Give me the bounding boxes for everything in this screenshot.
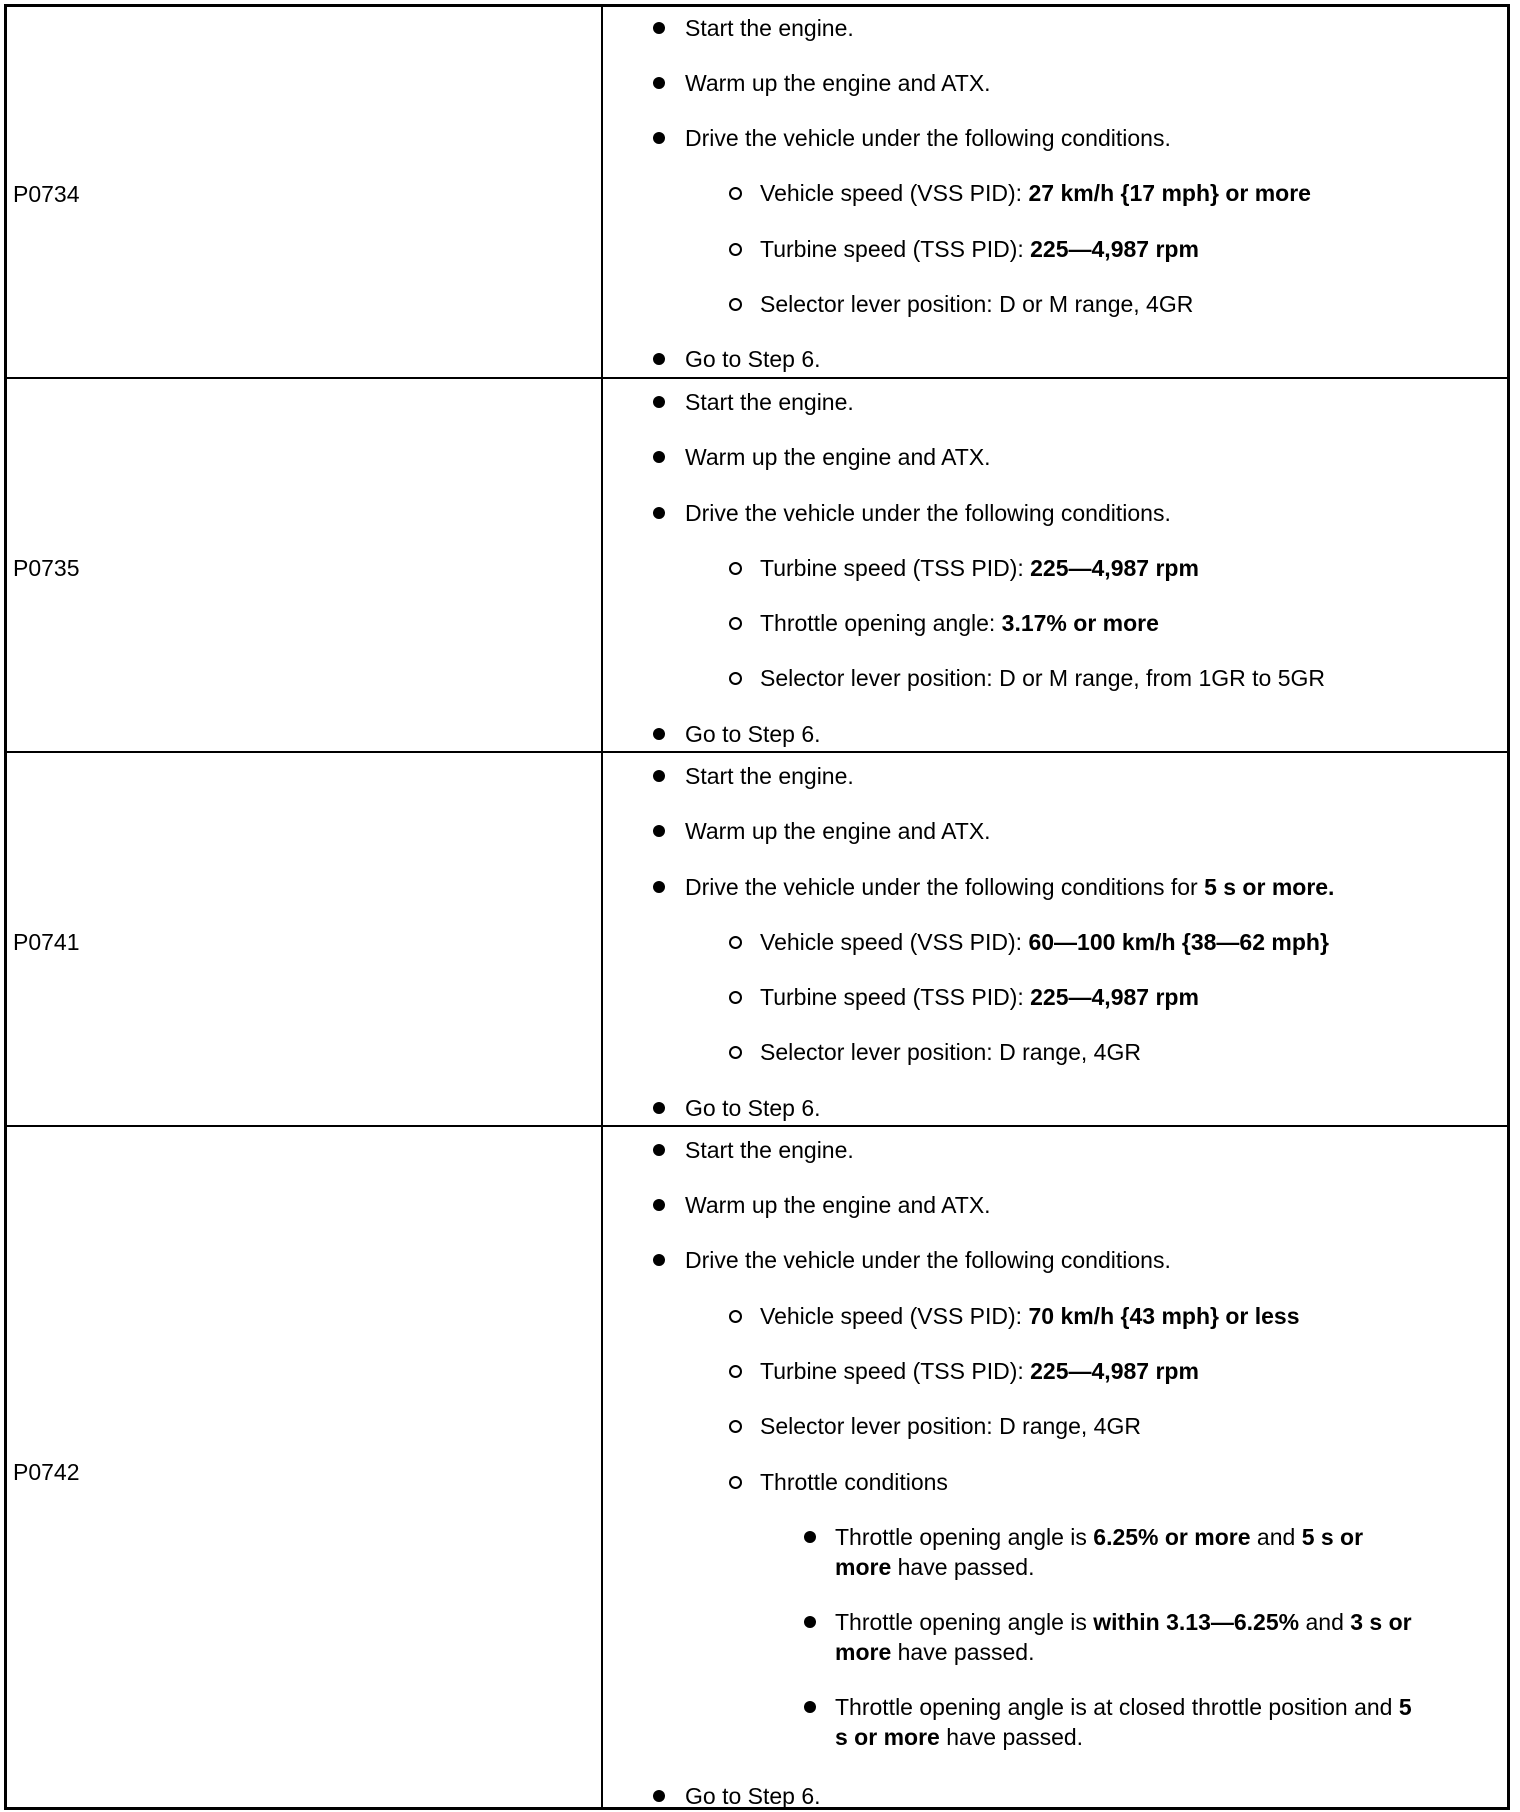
item-text: Warm up the engine and ATX.: [685, 1192, 991, 1218]
bullet-dot-icon: [653, 1790, 665, 1802]
item-text: Go to Step 6.: [685, 1783, 821, 1809]
step-item: [685, 344, 821, 374]
bullet-dot-icon: [653, 507, 665, 519]
sub-bullet-circle-icon: [729, 187, 742, 200]
row-divider: [4, 751, 1510, 753]
step-item: [685, 1093, 821, 1123]
step-item: [685, 442, 991, 472]
item-text: Start the engine.: [685, 389, 854, 415]
condition-item: [760, 982, 1199, 1012]
row-divider: [4, 1125, 1510, 1127]
item-text: Go to Step 6.: [685, 721, 821, 747]
item-text: Warm up the engine and ATX.: [685, 818, 991, 844]
step-item: [685, 498, 1171, 528]
item-text: Start the engine.: [685, 763, 854, 789]
step-item: [685, 123, 1171, 153]
bullet-dot-icon: [653, 132, 665, 144]
value-text: 3.17% or more: [1001, 610, 1159, 636]
sub-bullet-circle-icon: [729, 1310, 742, 1323]
bullet-dot-icon: [653, 353, 665, 365]
throttle-condition-item: [835, 1607, 1415, 1667]
item-text: have passed.: [939, 1724, 1084, 1750]
value-text: 225—4,987 rpm: [1030, 555, 1199, 581]
bullet-dot-icon: [653, 77, 665, 89]
sub-bullet-circle-icon: [729, 1365, 742, 1378]
step-item: [685, 1135, 854, 1165]
condition-item: [760, 289, 1193, 319]
dtc-code: P0735: [13, 555, 80, 581]
condition-item: [760, 1301, 1299, 1331]
step-item: [685, 872, 1334, 902]
sub-bullet-circle-icon: [729, 243, 742, 256]
dtc-code: P0734: [13, 181, 80, 207]
item-text: have passed.: [891, 1639, 1035, 1665]
nested-bullet-dot-icon: [804, 1616, 816, 1628]
throttle-condition-item: [835, 1522, 1415, 1582]
value-text: 225—4,987 rpm: [1030, 984, 1199, 1010]
item-text: Selector lever position: D or M range, from 1GR to 5GR: [760, 665, 1325, 691]
item-text: Go to Step 6.: [685, 1095, 821, 1121]
step-item: [685, 719, 821, 749]
bullet-dot-icon: [653, 1199, 665, 1211]
item-text: Go to Step 6.: [685, 346, 821, 372]
column-divider: [601, 4, 603, 1810]
item-text: Drive the vehicle under the following conditions.: [685, 125, 1171, 151]
value-text: 70 km/h {43 mph} or less: [1028, 1303, 1300, 1329]
value-text: 5 s or more: [835, 1694, 1412, 1750]
sub-bullet-circle-icon: [729, 936, 742, 949]
value-text: 225—4,987 rpm: [1030, 236, 1199, 262]
sub-bullet-circle-icon: [729, 1420, 742, 1433]
bullet-dot-icon: [653, 22, 665, 34]
sub-bullet-circle-icon: [729, 1046, 742, 1059]
nested-bullet-dot-icon: [804, 1531, 816, 1543]
dtc-code: P0741: [13, 929, 80, 955]
item-text: Start the engine.: [685, 15, 854, 41]
sub-bullet-circle-icon: [729, 298, 742, 311]
sub-bullet-circle-icon: [729, 991, 742, 1004]
sub-bullet-circle-icon: [729, 617, 742, 630]
bullet-dot-icon: [653, 825, 665, 837]
row-divider: [4, 377, 1510, 379]
item-text: Drive the vehicle under the following conditions.: [685, 1247, 1171, 1273]
item-text: Turbine speed (TSS PID):: [760, 1358, 1031, 1384]
value-text: 225—4,987 rpm: [1030, 1358, 1199, 1384]
step-item: [685, 387, 854, 417]
item-text: Drive the vehicle under the following conditions for: [685, 874, 1205, 900]
value-text: 6.25% or more: [1093, 1524, 1251, 1550]
value-text: 3 s or more: [835, 1609, 1412, 1665]
bullet-dot-icon: [653, 881, 665, 893]
bullet-dot-icon: [653, 770, 665, 782]
item-text: Start the engine.: [685, 1137, 854, 1163]
bullet-dot-icon: [653, 728, 665, 740]
value-text: within 3.13—6.25%: [1093, 1609, 1300, 1635]
item-text: and: [1299, 1609, 1351, 1635]
value-text: 60—100 km/h {38—62 mph}: [1028, 929, 1329, 955]
item-text: Turbine speed (TSS PID):: [760, 984, 1031, 1010]
value-text: 5 s or more.: [1204, 874, 1335, 900]
item-text: Throttle opening angle is: [835, 1609, 1094, 1635]
bullet-dot-icon: [653, 1254, 665, 1266]
condition-item: [760, 1411, 1141, 1441]
step-item: [685, 1245, 1171, 1275]
item-text: Turbine speed (TSS PID):: [760, 236, 1031, 262]
step-item: [685, 816, 991, 846]
item-text: and: [1250, 1524, 1302, 1550]
condition-item: [760, 178, 1311, 208]
condition-item: [760, 1356, 1199, 1386]
item-text: Throttle conditions: [760, 1469, 948, 1495]
bullet-dot-icon: [653, 1102, 665, 1114]
sub-bullet-circle-icon: [729, 1476, 742, 1489]
condition-item: [760, 553, 1199, 583]
condition-item: [760, 663, 1325, 693]
item-text: Drive the vehicle under the following conditions.: [685, 500, 1171, 526]
item-text: Selector lever position: D range, 4GR: [760, 1039, 1141, 1065]
item-text: Vehicle speed (VSS PID):: [760, 180, 1029, 206]
item-text: Throttle opening angle:: [760, 610, 1002, 636]
item-text: Warm up the engine and ATX.: [685, 444, 991, 470]
throttle-condition-item: [835, 1692, 1415, 1752]
sub-bullet-circle-icon: [729, 672, 742, 685]
step-item: [685, 1190, 991, 1220]
item-text: Turbine speed (TSS PID):: [760, 555, 1031, 581]
step-item: [685, 68, 991, 98]
dtc-code: P0742: [13, 1459, 80, 1485]
step-item: [685, 1781, 821, 1811]
item-text: Warm up the engine and ATX.: [685, 70, 991, 96]
value-text: 5 s or more: [835, 1524, 1364, 1580]
item-text: Vehicle speed (VSS PID):: [760, 1303, 1029, 1329]
condition-item: [760, 927, 1329, 957]
step-item: [685, 761, 854, 791]
nested-bullet-dot-icon: [804, 1701, 816, 1713]
step-item: [685, 13, 854, 43]
value-text: 27 km/h {17 mph} or more: [1028, 180, 1311, 206]
item-text: Selector lever position: D range, 4GR: [760, 1413, 1141, 1439]
item-text: Vehicle speed (VSS PID):: [760, 929, 1029, 955]
condition-item: [760, 1037, 1141, 1067]
item-text: Throttle opening angle is at closed throttle position and: [835, 1694, 1399, 1720]
bullet-dot-icon: [653, 396, 665, 408]
condition-item: [760, 608, 1159, 638]
condition-item: [760, 234, 1199, 264]
bullet-dot-icon: [653, 1144, 665, 1156]
item-text: have passed.: [891, 1554, 1035, 1580]
item-text: Throttle opening angle is: [835, 1524, 1094, 1550]
bullet-dot-icon: [653, 451, 665, 463]
condition-item: [760, 1467, 948, 1497]
sub-bullet-circle-icon: [729, 562, 742, 575]
item-text: Selector lever position: D or M range, 4GR: [760, 291, 1194, 317]
